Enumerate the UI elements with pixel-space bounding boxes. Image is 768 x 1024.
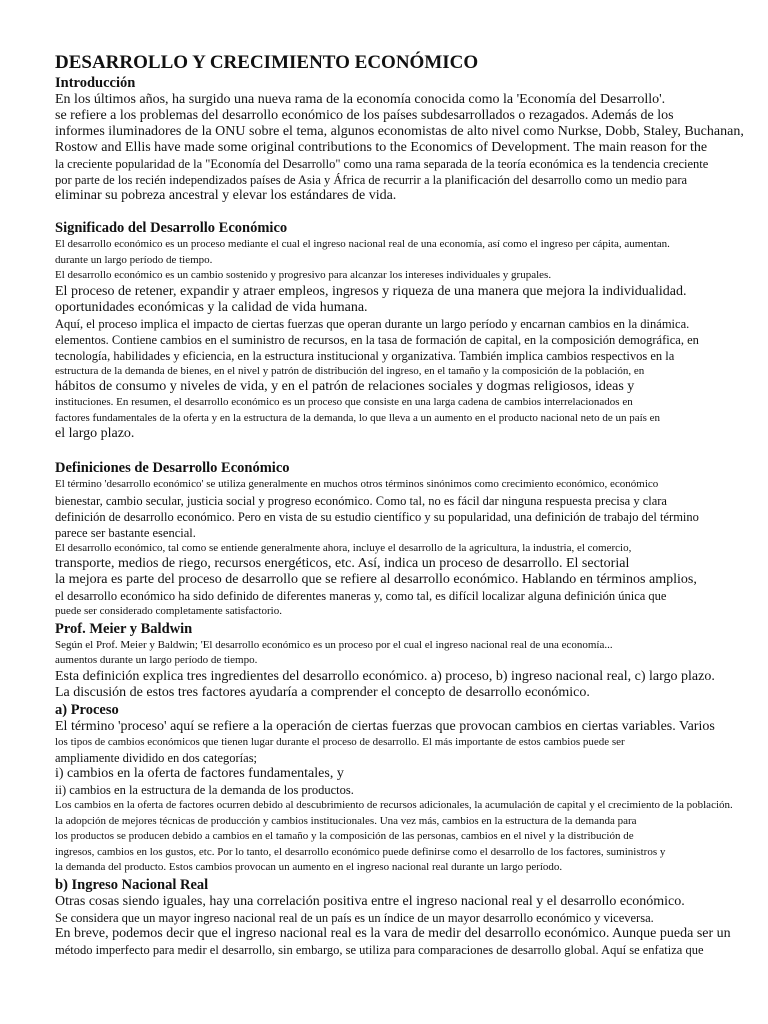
significado-line: factores fundamentales de la oferta y en la estructura de la demanda, lo que lleva a un aumento en el producto nacional neto de un país en (55, 411, 661, 424)
meier-line: Esta definición explica tres ingredientes del desarrollo económico. a) proceso, b) ingreso nacional real, c) largo plazo. (55, 668, 715, 684)
meier-line: aumentos durante un largo período de tiempo. (55, 654, 258, 666)
proceso-line: la demanda del producto. Estos cambios provocan un aumento en el ingreso nacional real durante un largo período. (55, 861, 563, 873)
ingreso-line: Otras cosas siendo iguales, hay una correlación positiva entre el ingreso nacional real y el desarrollo económico. (55, 893, 685, 909)
ingreso-line: Se considera que un mayor ingreso nacional real de un país es un índice de un mayor desarrollo económico y viceversa. (55, 910, 654, 925)
intro-line: la creciente popularidad de la "Economía del Desarrollo" como una rama separada de la teoría económica es la tendencia creciente (55, 157, 709, 171)
section-heading-ingreso: b) Ingreso Nacional Real (55, 876, 209, 893)
section-heading-proceso: a) Proceso (55, 701, 119, 718)
significado-line: El desarrollo económico es un cambio sostenido y progresivo para alcanzar los intereses individuales y grupales. (55, 269, 552, 281)
definiciones-line: parece ser bastante esencial. (55, 525, 196, 540)
ingreso-line: método imperfecto para medir el desarrollo, sin embargo, se utiliza para comparaciones de desarrollo global. Aquí se enfatiza que (55, 942, 704, 957)
section-spacer (55, 204, 767, 219)
intro-line: por parte de los recién independizados países de Asia y África de recurrir a la planificación del desarrollo como un medio para (55, 173, 688, 187)
intro-line: Rostow and Ellis have made some original contributions to the Economics of Development. The main reason for the (55, 140, 708, 155)
significado-line: Aquí, el proceso implica el impacto de ciertas fuerzas que operan durante un largo período y encarnan cambios en la dinámica. (55, 316, 690, 331)
proceso-line: ingresos, cambios en los gustos, etc. Por lo tanto, el desarrollo económico puede definirse como el desarrollo de los factores, suministros y (55, 845, 666, 858)
proceso-line: ii) cambios en la estructura de la demanda de los productos. (55, 783, 354, 797)
proceso-line: la adopción de mejores técnicas de producción y cambios institucionales. Una vez más, cambios en la estructura de la demanda para (55, 814, 637, 827)
intro-line: informes iluminadores de la ONU sobre el tema, algunos economistas de alto nivel como Nurkse, Dobb, Staley, Buchanan, (55, 124, 744, 139)
section-spacer (55, 442, 767, 459)
section-heading-significado: Significado del Desarrollo Económico (55, 220, 288, 236)
significado-line: el largo plazo. (55, 426, 135, 441)
significado-line: El desarrollo económico es un proceso mediante el cual el ingreso nacional real de una economía, así como el ingreso per cápita, aumentan. (55, 238, 670, 250)
significado-line: tecnología, habilidades y eficiencia, en la estructura institucional y organizativa. También implica cambios respectivos en la (55, 348, 675, 363)
document-title: DESARROLLO Y CRECIMIENTO ECONÓMICO (55, 52, 479, 73)
significado-line: oportunidades económicas y la calidad de vida humana. (55, 299, 368, 315)
definiciones-line: puede ser considerado completamente satisfactorio. (55, 605, 282, 617)
proceso-line: ampliamente dividido en dos categorías; (55, 751, 258, 765)
section-heading-definiciones: Definiciones de Desarrollo Económico (55, 460, 290, 476)
definiciones-line: bienestar, cambio secular, justicia social y progreso económico. Como tal, no es fácil dar ninguna respuesta precisa y clara (55, 493, 667, 508)
definiciones-line: definición de desarrollo económico. Pero en vista de su estudio científico y su popularidad, una definición de trabajo del término (55, 509, 699, 524)
significado-line: hábitos de consumo y niveles de vida, y en el patrón de relaciones sociales y dogmas religiosos, ideas y (55, 379, 635, 394)
definiciones-line: El desarrollo económico, tal como se entiende generalmente ahora, incluye el desarrollo de la agricultura, la industria, el comercio, (55, 541, 632, 554)
meier-line: Según el Prof. Meier y Baldwin; 'El desarrollo económico es un proceso por el cual el ingreso nacional real de una economía... (55, 638, 613, 651)
document-page (55, 52, 767, 958)
section-heading-intro: Introducción (55, 75, 136, 91)
significado-line: instituciones. En resumen, el desarrollo económico es un proceso que consiste en una larga cadena de cambios interrelacionados en (55, 396, 633, 408)
proceso-line: i) cambios en la oferta de factores fundamentales, y (55, 766, 344, 781)
definiciones-line: transporte, medios de riego, recursos energéticos, etc. Así, indica un proceso de desarrollo. El sectorial (55, 556, 630, 571)
definiciones-line: el desarrollo económico ha sido definido de diferentes maneras y, como tal, es difícil localizar alguna definición única que (55, 589, 667, 603)
proceso-line: los tipos de cambios económicos que tienen lugar durante el proceso de desarrollo. El más importante de estos cambios puede ser (55, 735, 625, 748)
intro-line: se refiere a los problemas del desarrollo económico de los países subdesarrollados o rezagados. Además de los (55, 108, 674, 123)
ingreso-line: En breve, podemos decir que el ingreso nacional real es la vara de medir del desarrollo económico. Aunque pueda ser un (55, 925, 731, 941)
proceso-line: Los cambios en la oferta de factores ocurren debido al descubrimiento de recursos adicionales, la acumulación de capital y el crecimiento de la población. (55, 799, 733, 811)
section-heading-meier: Prof. Meier y Baldwin (55, 620, 193, 637)
proceso-line: los productos se producen debido a cambios en el tamaño y la composición de las personas, cambios en el nivel y la distribución de (55, 830, 634, 842)
significado-line: El proceso de retener, expandir y atraer empleos, ingresos y riqueza de una manera que mejora la individualidad. (55, 283, 687, 299)
definiciones-line: la mejora es parte del proceso de desarrollo que se refiere al desarrollo económico. Hablando en términos amplios, (55, 572, 697, 587)
proceso-line: El término 'proceso' aquí se refiere a la operación de ciertas fuerzas que provocan cambios en ciertas variables. Varios (55, 718, 715, 734)
meier-line: La discusión de estos tres factores ayudaría a comprender el concepto de desarrollo económico. (55, 684, 590, 700)
significado-line: estructura de la demanda de bienes, en el nivel y patrón de distribución del ingreso, en el tamaño y la composición de la población, en (55, 364, 645, 377)
definiciones-line: El término 'desarrollo económico' se utiliza generalmente en muchos otros términos sinónimos como crecimiento económico, económico (55, 478, 659, 490)
intro-line: En los últimos años, ha surgido una nueva rama de la economía conocida como la 'Economía del Desarrollo'. (55, 92, 666, 107)
intro-line: eliminar su pobreza ancestral y elevar los estándares de vida. (55, 188, 397, 203)
significado-line: elementos. Contiene cambios en el suministro de recursos, en la tasa de formación de capital, en la composición demográfica, en (55, 332, 699, 347)
significado-line: durante un largo período de tiempo. (55, 253, 213, 266)
